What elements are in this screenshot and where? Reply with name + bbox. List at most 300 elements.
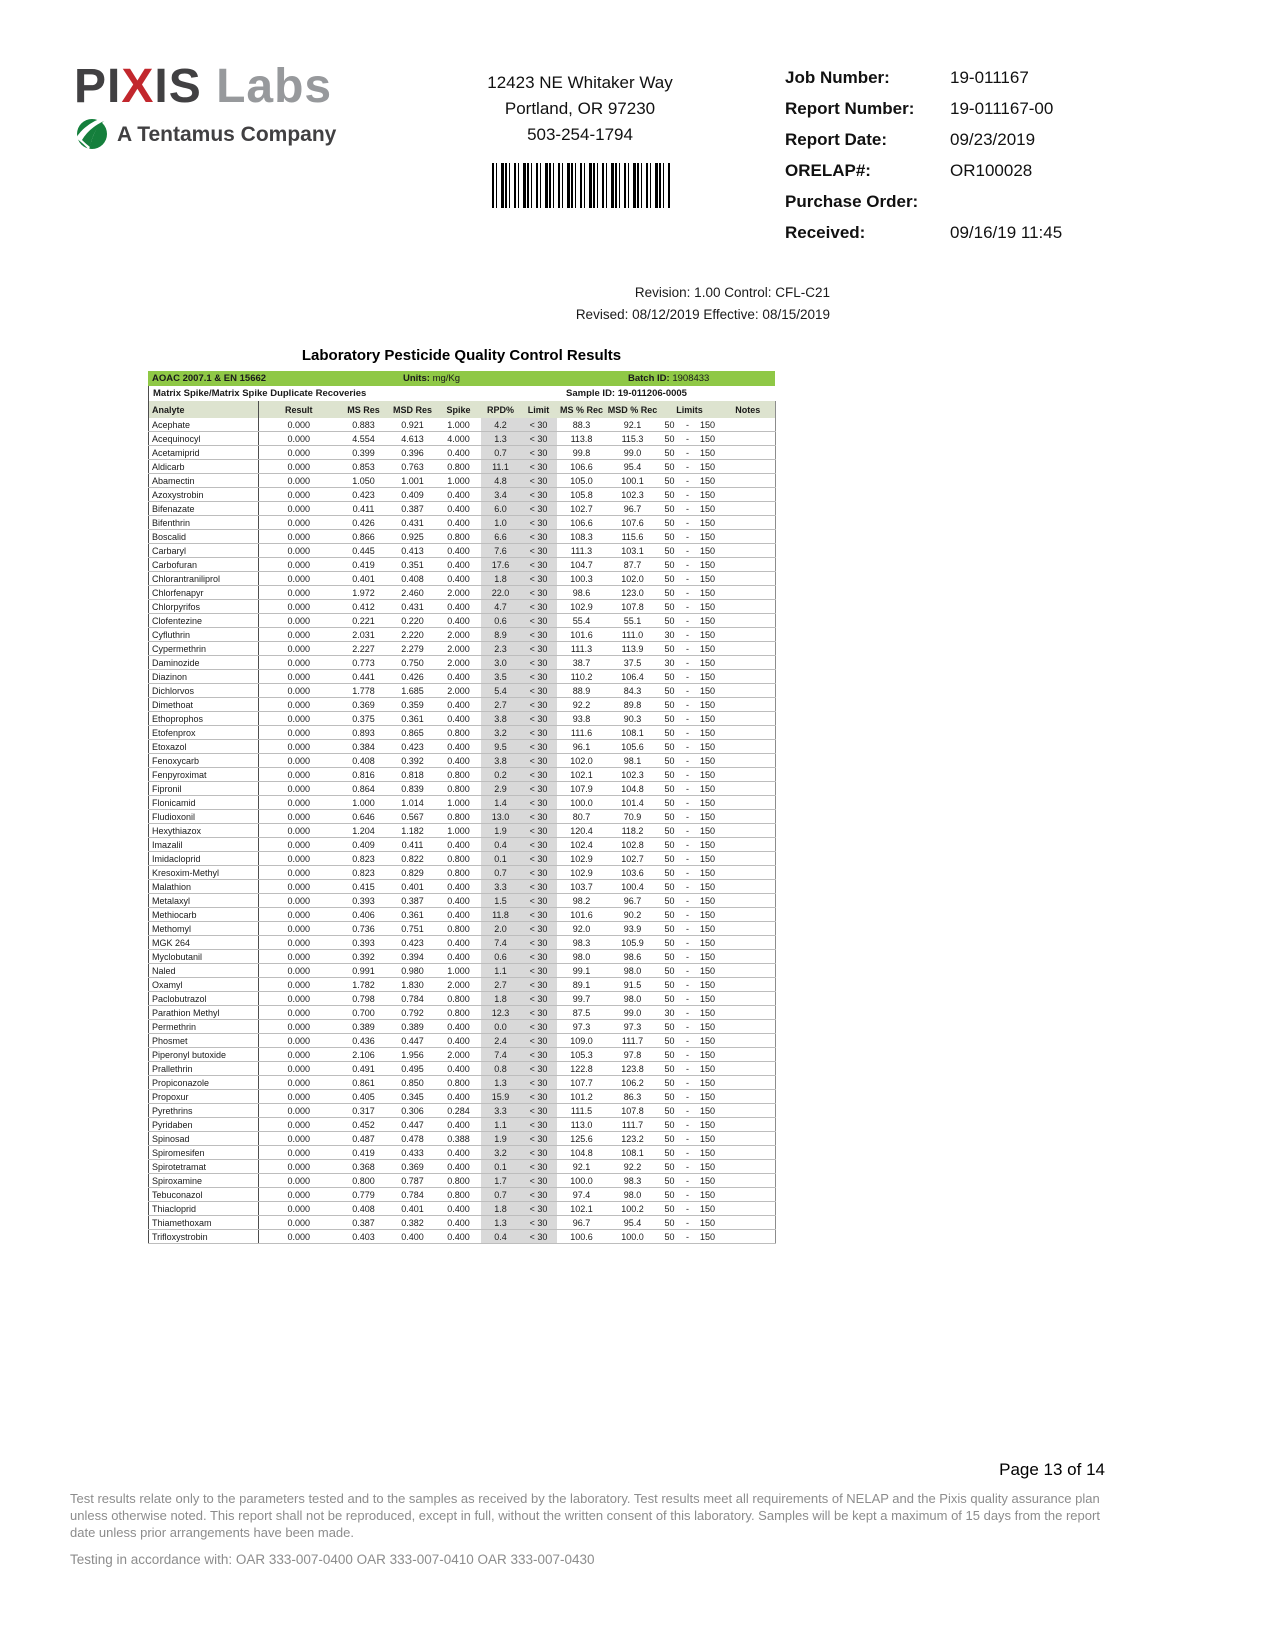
pixis-labs-logo: [74, 62, 336, 156]
limit-value: < 30: [521, 474, 557, 488]
msd-rec-value: 102.3: [607, 488, 659, 502]
result-value: 0.000: [259, 992, 339, 1006]
ms-rec-value: 98.0: [557, 950, 607, 964]
limit-high: 150: [695, 1006, 721, 1020]
rpd-value: 4.2: [481, 418, 521, 432]
ms-rec-value: 97.3: [557, 1020, 607, 1034]
limit-high: 150: [695, 1202, 721, 1216]
table-row: [149, 1174, 776, 1188]
rpd-value: 11.1: [481, 460, 521, 474]
spike-value: 1.000: [437, 796, 481, 810]
spike-value: 0.800: [437, 866, 481, 880]
limit-value: < 30: [521, 964, 557, 978]
spike-value: 0.400: [437, 502, 481, 516]
msd-res-value: 0.382: [389, 1216, 437, 1230]
ms-res-value: 1.050: [339, 474, 389, 488]
spike-value: 0.400: [437, 488, 481, 502]
spike-value: 0.800: [437, 852, 481, 866]
table-row: [149, 544, 776, 558]
limit-low: 50: [659, 978, 681, 992]
limit-low: 50: [659, 964, 681, 978]
analyte-name: Piperonyl butoxide: [149, 1048, 259, 1062]
limit-high: 150: [695, 796, 721, 810]
rpd-value: 0.4: [481, 838, 521, 852]
ms-rec-value: 107.9: [557, 782, 607, 796]
limit-dash: -: [681, 978, 695, 992]
rpd-value: 1.3: [481, 1076, 521, 1090]
notes-value: [721, 1202, 776, 1216]
limit-dash: -: [681, 558, 695, 572]
analyte-name: Spirotetramat: [149, 1160, 259, 1174]
notes-value: [721, 922, 776, 936]
notes-value: [721, 838, 776, 852]
analyte-name: Propiconazole: [149, 1076, 259, 1090]
limit-value: < 30: [521, 1174, 557, 1188]
spike-value: 0.800: [437, 992, 481, 1006]
ms-res-value: 1.000: [339, 796, 389, 810]
limit-value: < 30: [521, 1020, 557, 1034]
ms-res-value: 0.399: [339, 446, 389, 460]
table-row: [149, 908, 776, 922]
analyte-name: Prallethrin: [149, 1062, 259, 1076]
rpd-value: 2.3: [481, 642, 521, 656]
units-label: Units:: [403, 373, 430, 384]
msd-rec-value: 100.4: [607, 880, 659, 894]
limit-value: < 30: [521, 894, 557, 908]
limit-low: 50: [659, 1174, 681, 1188]
msd-rec-value: 37.5: [607, 656, 659, 670]
limit-high: 150: [695, 712, 721, 726]
limit-value: < 30: [521, 1188, 557, 1202]
result-value: 0.000: [259, 1132, 339, 1146]
job-info-label: Purchase Order:: [785, 192, 919, 211]
msd-res-value: 0.431: [389, 516, 437, 530]
batch-id-label: Batch ID:: [628, 373, 670, 384]
msd-rec-value: 123.0: [607, 586, 659, 600]
analyte-name: Cyfluthrin: [149, 628, 259, 642]
table-row: [149, 600, 776, 614]
rpd-value: 3.2: [481, 726, 521, 740]
rpd-value: 3.0: [481, 656, 521, 670]
spike-value: 0.800: [437, 782, 481, 796]
result-value: 0.000: [259, 936, 339, 950]
rpd-value: 22.0: [481, 586, 521, 600]
msd-rec-value: 118.2: [607, 824, 659, 838]
msd-res-value: 1.014: [389, 796, 437, 810]
analyte-name: Carbaryl: [149, 544, 259, 558]
ms-rec-value: 101.2: [557, 1090, 607, 1104]
limit-high: 150: [695, 1146, 721, 1160]
ms-res-value: 0.893: [339, 726, 389, 740]
limit-high: 150: [695, 852, 721, 866]
limit-dash: -: [681, 936, 695, 950]
msd-rec-value: 98.1: [607, 754, 659, 768]
result-value: 0.000: [259, 1020, 339, 1034]
ms-res-value: 2.106: [339, 1048, 389, 1062]
msd-rec-value: 101.4: [607, 796, 659, 810]
barcode: [492, 163, 672, 208]
limit-dash: -: [681, 964, 695, 978]
ms-res-value: 0.853: [339, 460, 389, 474]
limit-dash: -: [681, 600, 695, 614]
limit-low: 50: [659, 432, 681, 446]
qc-subtitle: Matrix Spike/Matrix Spike Duplicate Recoveries: [153, 388, 367, 399]
limit-dash: -: [681, 1160, 695, 1174]
analyte-name: Thiacloprid: [149, 1202, 259, 1216]
notes-value: [721, 796, 776, 810]
spike-value: 2.000: [437, 656, 481, 670]
table-row: [149, 810, 776, 824]
limit-dash: -: [681, 1104, 695, 1118]
limit-value: < 30: [521, 1216, 557, 1230]
limit-dash: -: [681, 1048, 695, 1062]
ms-res-value: 0.736: [339, 922, 389, 936]
limit-low: 50: [659, 586, 681, 600]
spike-value: 2.000: [437, 642, 481, 656]
msd-rec-value: 92.2: [607, 1160, 659, 1174]
limit-value: < 30: [521, 782, 557, 796]
table-row: [149, 1090, 776, 1104]
limit-dash: -: [681, 782, 695, 796]
rpd-value: 2.0: [481, 922, 521, 936]
result-value: 0.000: [259, 558, 339, 572]
spike-value: 0.400: [437, 894, 481, 908]
result-value: 0.000: [259, 474, 339, 488]
msd-res-value: 0.751: [389, 922, 437, 936]
limit-low: 50: [659, 1216, 681, 1230]
ms-rec-value: 101.6: [557, 628, 607, 642]
limit-low: 50: [659, 502, 681, 516]
revision-line: Revision: 1.00 Control: CFL-C21: [634, 285, 830, 300]
notes-value: [721, 558, 776, 572]
rpd-value: 0.7: [481, 1188, 521, 1202]
msd-rec-value: 90.2: [607, 908, 659, 922]
table-row: [149, 684, 776, 698]
job-info-block: [785, 68, 1205, 254]
msd-res-value: 0.423: [389, 740, 437, 754]
limit-low: 50: [659, 782, 681, 796]
limit-dash: -: [681, 810, 695, 824]
result-value: 0.000: [259, 726, 339, 740]
ms-rec-value: 102.7: [557, 502, 607, 516]
ms-res-value: 4.554: [339, 432, 389, 446]
ms-rec-value: 100.6: [557, 1230, 607, 1244]
result-value: 0.000: [259, 628, 339, 642]
limit-value: < 30: [521, 1132, 557, 1146]
ms-rec-value: 102.1: [557, 1202, 607, 1216]
limit-dash: -: [681, 628, 695, 642]
msd-res-value: 0.850: [389, 1076, 437, 1090]
msd-rec-value: 102.3: [607, 768, 659, 782]
limit-dash: -: [681, 740, 695, 754]
analyte-name: Carbofuran: [149, 558, 259, 572]
limit-low: 50: [659, 838, 681, 852]
limit-dash: -: [681, 1006, 695, 1020]
msd-res-value: 0.495: [389, 1062, 437, 1076]
ms-res-value: 0.419: [339, 558, 389, 572]
limit-value: < 30: [521, 418, 557, 432]
job-info-value: 09/16/19 11:45: [950, 223, 1063, 242]
analyte-name: Trifloxystrobin: [149, 1230, 259, 1244]
msd-rec-value: 107.8: [607, 600, 659, 614]
job-info-label: Job Number:: [785, 68, 890, 87]
limit-low: 50: [659, 754, 681, 768]
ms-res-value: 0.800: [339, 1174, 389, 1188]
limit-low: 50: [659, 418, 681, 432]
limit-high: 150: [695, 1034, 721, 1048]
limit-dash: -: [681, 460, 695, 474]
ms-rec-value: 107.7: [557, 1076, 607, 1090]
job-info-row: [785, 68, 1205, 99]
limit-high: 150: [695, 992, 721, 1006]
rpd-value: 1.4: [481, 796, 521, 810]
revision-block: [430, 282, 830, 326]
limit-dash: -: [681, 726, 695, 740]
msd-rec-value: 97.8: [607, 1048, 659, 1062]
limit-low: 50: [659, 922, 681, 936]
job-info-value: 09/23/2019: [950, 130, 1036, 149]
spike-value: 0.400: [437, 936, 481, 950]
analyte-name: Fenpyroximat: [149, 768, 259, 782]
limit-value: < 30: [521, 810, 557, 824]
rpd-value: 1.9: [481, 1132, 521, 1146]
ms-res-value: 0.409: [339, 838, 389, 852]
limit-value: < 30: [521, 698, 557, 712]
ms-rec-value: 99.8: [557, 446, 607, 460]
limit-low: 50: [659, 558, 681, 572]
result-value: 0.000: [259, 796, 339, 810]
limit-low: 30: [659, 656, 681, 670]
msd-rec-value: 111.0: [607, 628, 659, 642]
limit-value: < 30: [521, 726, 557, 740]
rpd-value: 9.5: [481, 740, 521, 754]
column-header-ms-res: MS Res: [339, 401, 389, 418]
msd-res-value: 0.921: [389, 418, 437, 432]
table-row: [149, 768, 776, 782]
table-row: [149, 964, 776, 978]
brand-text: PI: [74, 60, 122, 113]
ms-rec-value: 102.9: [557, 866, 607, 880]
spike-value: 1.000: [437, 964, 481, 978]
table-row: [149, 936, 776, 950]
ms-rec-value: 102.9: [557, 600, 607, 614]
msd-rec-value: 98.0: [607, 1188, 659, 1202]
ms-res-value: 0.411: [339, 502, 389, 516]
ms-rec-value: 113.8: [557, 432, 607, 446]
limit-dash: -: [681, 1090, 695, 1104]
result-value: 0.000: [259, 1006, 339, 1020]
spike-value: 0.284: [437, 1104, 481, 1118]
limit-high: 150: [695, 614, 721, 628]
limit-low: 50: [659, 768, 681, 782]
msd-rec-value: 93.9: [607, 922, 659, 936]
result-value: 0.000: [259, 894, 339, 908]
spike-value: 2.000: [437, 586, 481, 600]
result-value: 0.000: [259, 838, 339, 852]
limit-dash: -: [681, 922, 695, 936]
job-info-row: [785, 130, 1205, 161]
msd-res-value: 0.361: [389, 712, 437, 726]
spike-value: 0.400: [437, 516, 481, 530]
ms-rec-value: 120.4: [557, 824, 607, 838]
notes-value: [721, 978, 776, 992]
analyte-name: Aldicarb: [149, 460, 259, 474]
analyte-name: Pyridaben: [149, 1118, 259, 1132]
ms-rec-value: 108.3: [557, 530, 607, 544]
msd-res-value: 0.818: [389, 768, 437, 782]
brand-text: IS: [154, 60, 202, 113]
notes-value: [721, 1034, 776, 1048]
limit-low: 50: [659, 992, 681, 1006]
table-row: [149, 1034, 776, 1048]
limit-value: < 30: [521, 936, 557, 950]
tagline-text: A Tentamus Company: [117, 123, 337, 146]
msd-res-value: 0.369: [389, 1160, 437, 1174]
msd-res-value: 0.345: [389, 1090, 437, 1104]
job-info-label: Report Number:: [785, 99, 915, 118]
result-value: 0.000: [259, 1090, 339, 1104]
table-row: [149, 950, 776, 964]
notes-value: [721, 684, 776, 698]
limit-high: 150: [695, 1174, 721, 1188]
notes-value: [721, 530, 776, 544]
limit-low: 50: [659, 642, 681, 656]
limit-low: 50: [659, 1132, 681, 1146]
notes-value: [721, 1062, 776, 1076]
msd-rec-value: 95.4: [607, 1216, 659, 1230]
analyte-name: Chlorpyrifos: [149, 600, 259, 614]
table-row: [149, 432, 776, 446]
msd-rec-value: 98.6: [607, 950, 659, 964]
ms-res-value: 0.864: [339, 782, 389, 796]
spike-value: 0.400: [437, 1160, 481, 1174]
rpd-value: 17.6: [481, 558, 521, 572]
result-value: 0.000: [259, 488, 339, 502]
spike-value: 0.800: [437, 460, 481, 474]
limit-low: 50: [659, 894, 681, 908]
rpd-value: 1.8: [481, 1202, 521, 1216]
limit-value: < 30: [521, 586, 557, 600]
limit-high: 150: [695, 1160, 721, 1174]
ms-rec-value: 105.3: [557, 1048, 607, 1062]
ms-rec-value: 98.3: [557, 936, 607, 950]
limit-low: 30: [659, 1006, 681, 1020]
limit-high: 150: [695, 600, 721, 614]
notes-value: [721, 1132, 776, 1146]
rpd-value: 7.4: [481, 1048, 521, 1062]
analyte-name: Diazinon: [149, 670, 259, 684]
table-row: [149, 1062, 776, 1076]
ms-res-value: 0.823: [339, 866, 389, 880]
column-header-result: Result: [259, 401, 339, 418]
limit-dash: -: [681, 614, 695, 628]
notes-value: [721, 1020, 776, 1034]
limit-low: 50: [659, 852, 681, 866]
limit-low: 50: [659, 614, 681, 628]
table-row: [149, 558, 776, 572]
rpd-value: 3.8: [481, 712, 521, 726]
notes-value: [721, 866, 776, 880]
msd-rec-value: 103.1: [607, 544, 659, 558]
limit-value: < 30: [521, 558, 557, 572]
rpd-value: 15.9: [481, 1090, 521, 1104]
ms-res-value: 0.991: [339, 964, 389, 978]
spike-value: 0.800: [437, 768, 481, 782]
limit-dash: -: [681, 1118, 695, 1132]
limit-value: < 30: [521, 1034, 557, 1048]
spike-value: 4.000: [437, 432, 481, 446]
msd-rec-value: 91.5: [607, 978, 659, 992]
result-value: 0.000: [259, 712, 339, 726]
spike-value: 1.000: [437, 418, 481, 432]
notes-value: [721, 1188, 776, 1202]
rpd-value: 12.3: [481, 1006, 521, 1020]
msd-rec-value: 84.3: [607, 684, 659, 698]
batch-id-value: 1908433: [672, 373, 710, 384]
units-field: [403, 371, 460, 386]
limit-low: 50: [659, 1230, 681, 1244]
result-value: 0.000: [259, 1062, 339, 1076]
result-value: 0.000: [259, 544, 339, 558]
ms-rec-value: 99.7: [557, 992, 607, 1006]
ms-res-value: 1.204: [339, 824, 389, 838]
msd-res-value: 1.956: [389, 1048, 437, 1062]
column-header-msd-res: MSD Res: [389, 401, 437, 418]
table-row: [149, 880, 776, 894]
rpd-value: 7.6: [481, 544, 521, 558]
notes-value: [721, 418, 776, 432]
limit-dash: -: [681, 866, 695, 880]
result-value: 0.000: [259, 572, 339, 586]
limit-value: < 30: [521, 1090, 557, 1104]
accordance-text: Testing in accordance with: OAR 333-007-0400 OAR 333-007-0410 OAR 333-007-0430: [70, 1552, 595, 1567]
msd-rec-value: 106.4: [607, 670, 659, 684]
result-value: 0.000: [259, 586, 339, 600]
table-row: [149, 1076, 776, 1090]
lab-address: [440, 70, 720, 148]
limit-high: 150: [695, 516, 721, 530]
spike-value: 0.400: [437, 838, 481, 852]
result-value: 0.000: [259, 600, 339, 614]
spike-value: 0.400: [437, 950, 481, 964]
limit-dash: -: [681, 670, 695, 684]
ms-rec-value: 113.0: [557, 1118, 607, 1132]
ms-rec-value: 98.2: [557, 894, 607, 908]
result-value: 0.000: [259, 460, 339, 474]
result-value: 0.000: [259, 432, 339, 446]
notes-value: [721, 712, 776, 726]
ms-res-value: 0.403: [339, 1230, 389, 1244]
limit-value: < 30: [521, 1076, 557, 1090]
limit-high: 150: [695, 572, 721, 586]
analyte-name: Bifenazate: [149, 502, 259, 516]
ms-rec-value: 105.8: [557, 488, 607, 502]
rpd-value: 1.1: [481, 964, 521, 978]
analyte-name: Dichlorvos: [149, 684, 259, 698]
table-row: [149, 628, 776, 642]
ms-res-value: 0.389: [339, 1020, 389, 1034]
spike-value: 0.800: [437, 1006, 481, 1020]
limit-low: 50: [659, 1160, 681, 1174]
table-row: [149, 992, 776, 1006]
ms-res-value: 0.436: [339, 1034, 389, 1048]
spike-value: 0.400: [437, 614, 481, 628]
msd-res-value: 0.351: [389, 558, 437, 572]
ms-rec-value: 102.9: [557, 852, 607, 866]
limit-value: < 30: [521, 908, 557, 922]
ms-rec-value: 100.0: [557, 1174, 607, 1188]
spike-value: 0.400: [437, 698, 481, 712]
